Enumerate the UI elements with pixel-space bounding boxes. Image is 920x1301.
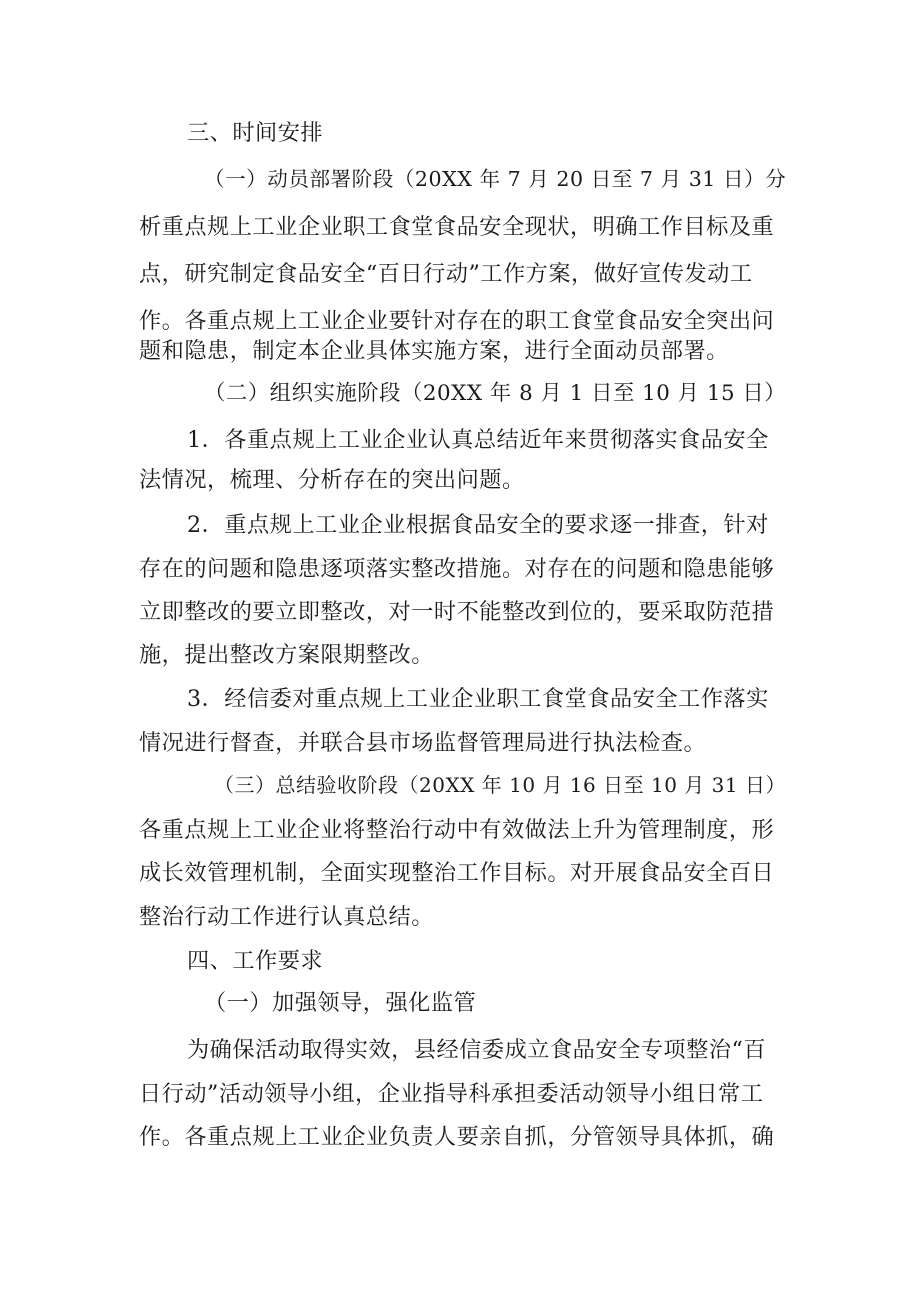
paragraph-line: 存在的问题和隐患逐项落实整改措施。对存在的问题和隐患能够 bbox=[139, 556, 775, 582]
paragraph-line: 整治行动工作进行认真总结。 bbox=[139, 904, 434, 930]
section-heading-schedule: 三、时间安排 bbox=[187, 120, 324, 146]
paragraph-line: 为确保活动取得实效，县经信委成立食品安全专项整治“百 bbox=[187, 1037, 767, 1063]
paragraph-line: 成长效管理机制，全面实现整治工作目标。对开展食品安全百日 bbox=[139, 860, 775, 886]
paragraph-line: 1．各重点规上工业企业认真总结近年来贯彻落实食品安全 bbox=[187, 427, 769, 453]
paragraph-line: 2．重点规上工业企业根据食品安全的要求逐一排查，针对 bbox=[187, 512, 769, 538]
paragraph-line: 法情况，梳理、分析存在的突出问题。 bbox=[139, 467, 525, 493]
paragraph-line: （一）动员部署阶段（20XX 年 7 月 20 日至 7 月 31 日）分 bbox=[204, 167, 787, 191]
paragraph-line: 立即整改的要立即整改，对一时不能整改到位的，要采取防范措 bbox=[139, 599, 775, 625]
paragraph-line: 析重点规上工业企业职工食堂食品安全现状，明确工作目标及重 bbox=[139, 214, 775, 240]
paragraph-line: 情况进行督查，并联合县市场监督管理局进行执法检查。 bbox=[139, 730, 707, 756]
paragraph-line: 作。各重点规上工业企业负责人要亲自抓，分管领导具体抓，确 bbox=[139, 1124, 775, 1150]
paragraph-line: 作。各重点规上工业企业要针对存在的职工食堂食品安全突出问 bbox=[139, 308, 775, 334]
section-heading-requirements: 四、工作要求 bbox=[187, 948, 324, 974]
paragraph-line: 3．经信委对重点规上工业企业职工食堂食品安全工作落实 bbox=[187, 686, 769, 712]
paragraph-line: 日行动”活动领导小组，企业指导科承担委活动领导小组日常工 bbox=[139, 1081, 764, 1107]
paragraph-line: 施，提出整改方案限期整改。 bbox=[139, 642, 434, 668]
stage-heading-acceptance: （三）总结验收阶段（20XX 年 10 月 16 日至 10 月 31 日） bbox=[214, 773, 786, 797]
subsection-heading-leadership: （一）加强领导，强化监管 bbox=[204, 990, 477, 1016]
paragraph-line: 题和隐患，制定本企业具体实施方案，进行全面动员部署。 bbox=[139, 338, 729, 364]
stage-heading-implementation: （二）组织实施阶段（20XX 年 8 月 1 日至 10 月 15 日） bbox=[204, 381, 787, 406]
paragraph-line: 点，研究制定食品安全“百日行动”工作方案，做好宣传发动工 bbox=[139, 261, 753, 287]
paragraph-line: 各重点规上工业企业将整治行动中有效做法上升为管理制度，形 bbox=[139, 817, 775, 843]
